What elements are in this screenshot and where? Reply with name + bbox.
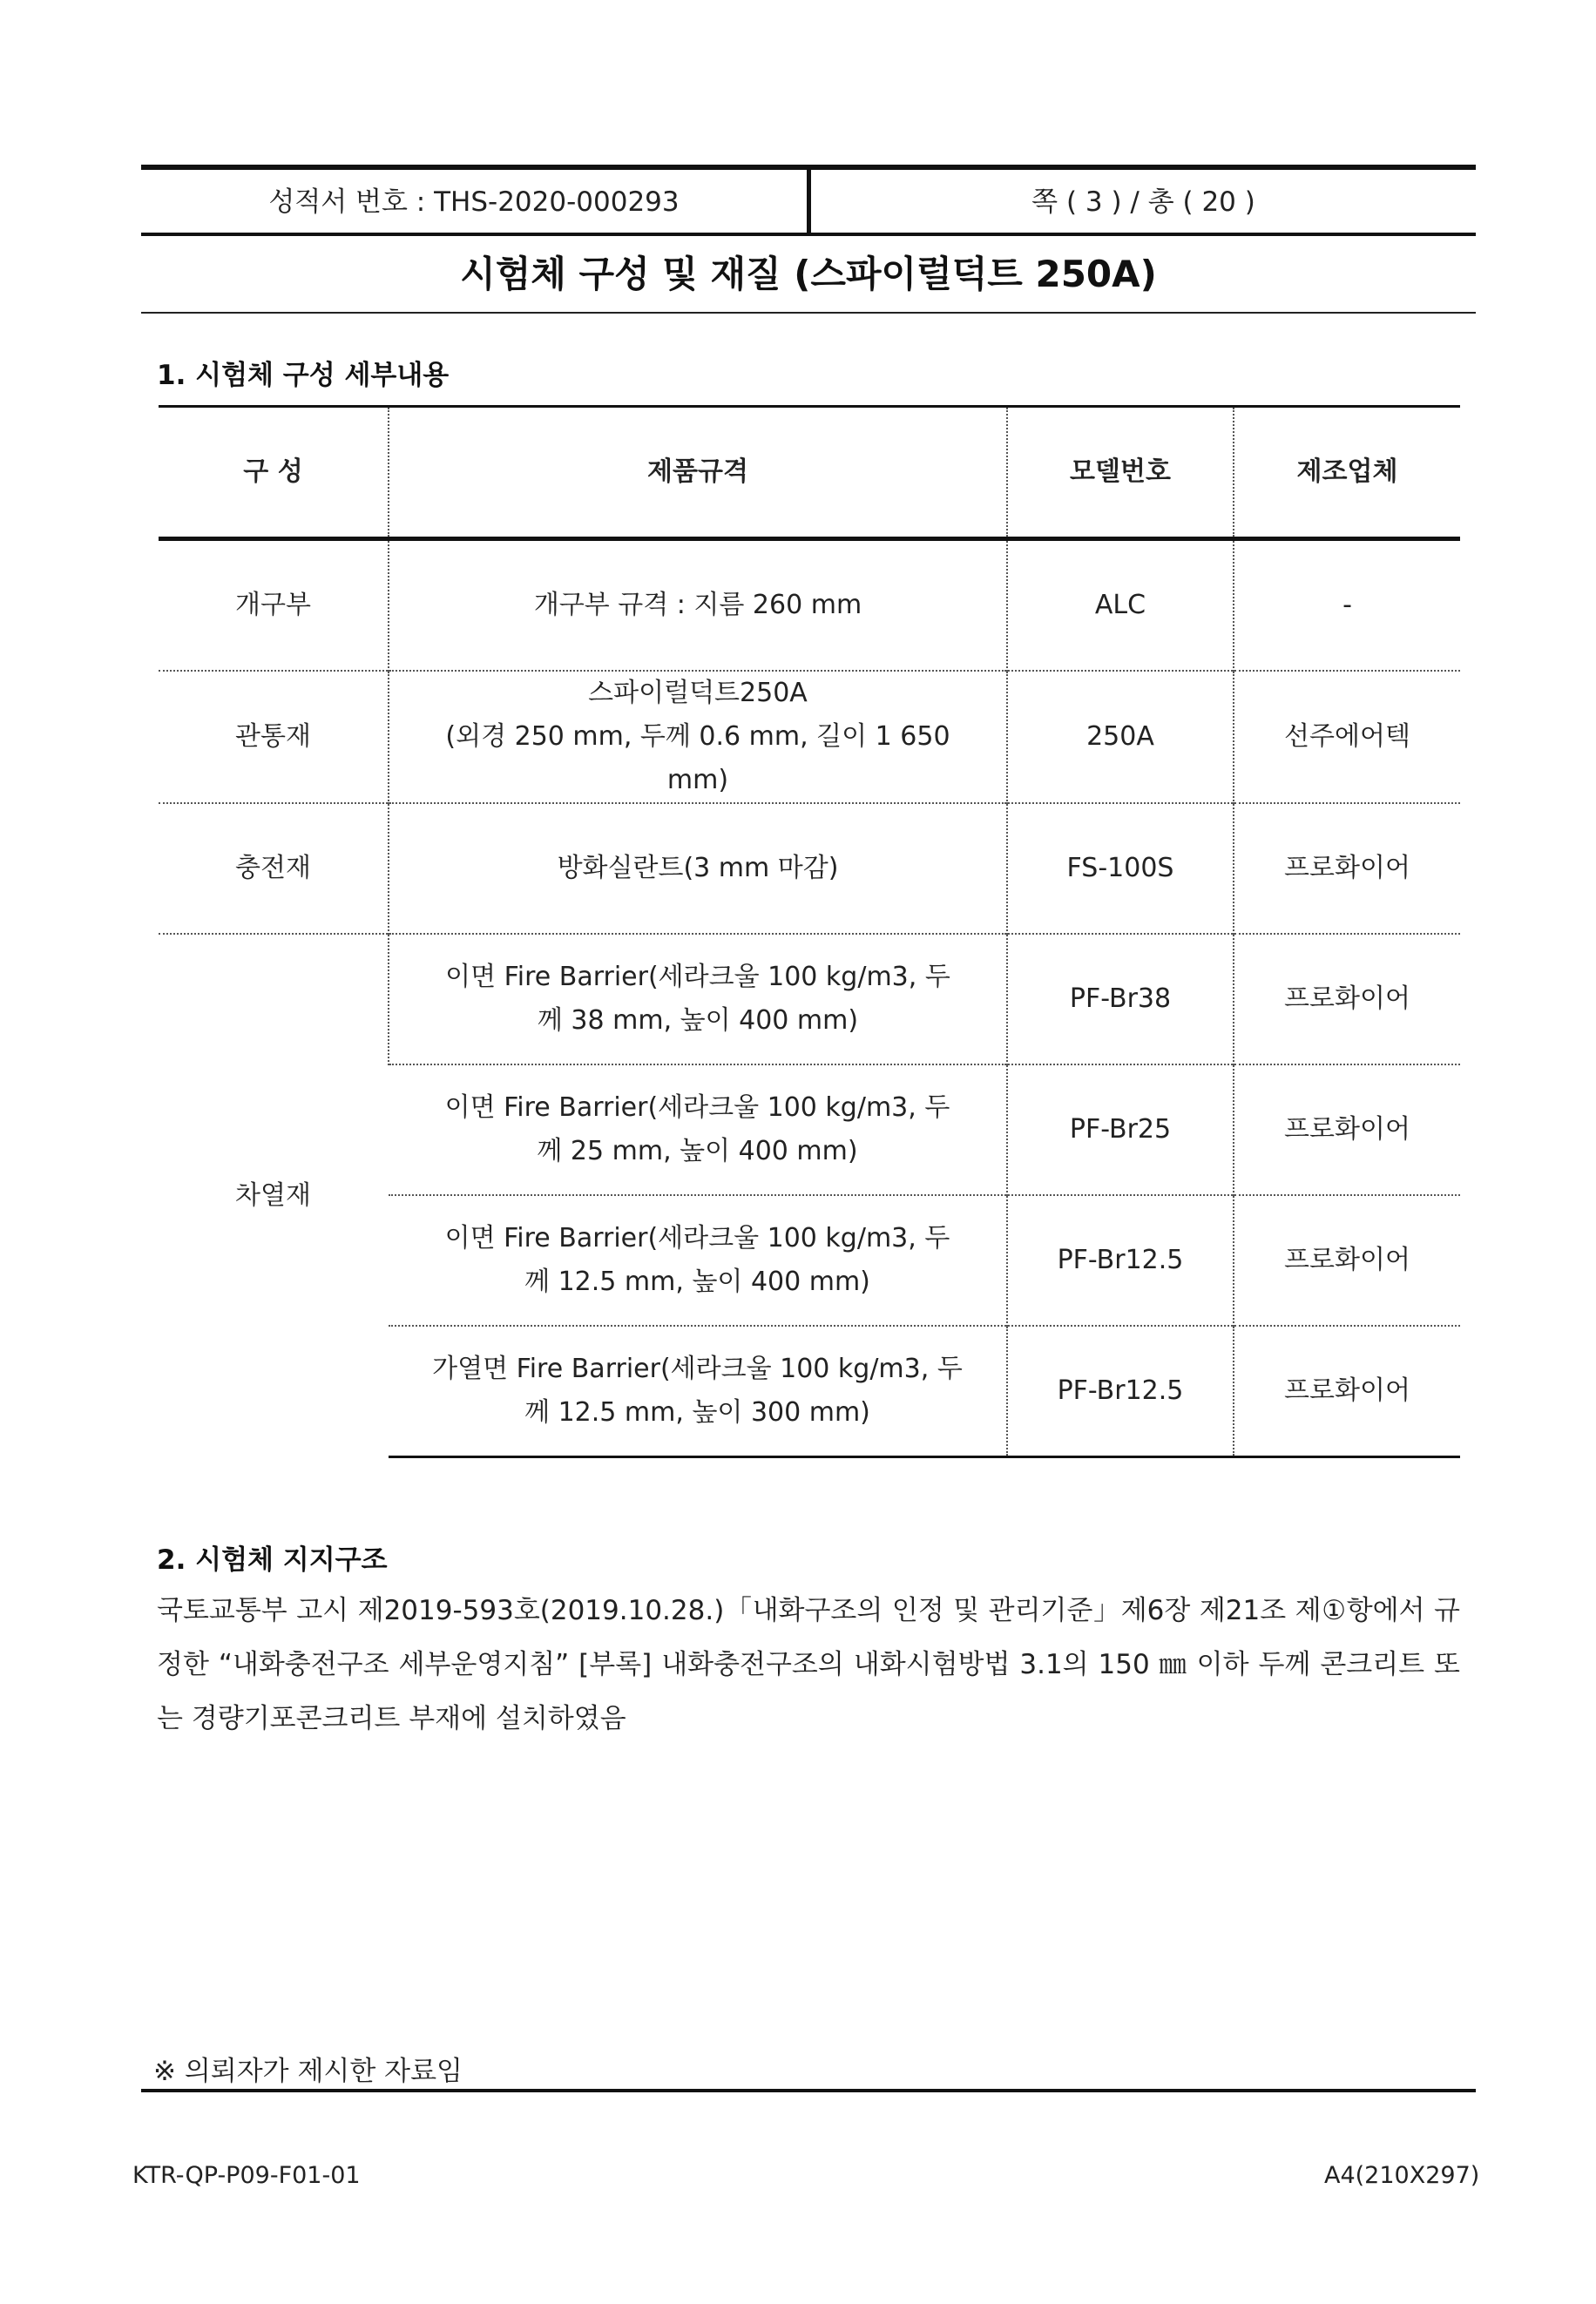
cell-spec: 방화실란트(3 mm 마감): [389, 803, 1007, 934]
header-spec: 제품규격: [389, 407, 1007, 539]
table-row: [159, 934, 1460, 1064]
report-number: 성적서 번호 : THS-2020-000293: [268, 186, 680, 218]
table-row: [159, 803, 1460, 934]
cell-component: 개구부: [235, 590, 311, 620]
cell-model: ALC: [1007, 539, 1234, 672]
cell-spec: 이면 Fire Barrier(세라크울 100 kg/m3, 두께 25 mm, 높이 400 mm): [389, 1064, 1007, 1195]
form-code: KTR-QP-P09-F01-01: [132, 2162, 361, 2189]
cell-model: PF-Br12.5: [1007, 1195, 1234, 1326]
cell-model: PF-Br12.5: [1007, 1326, 1234, 1457]
cell-component: 관통재: [159, 671, 389, 803]
cell-component: 충전재: [159, 803, 389, 934]
cell-model: PF-Br38: [1007, 934, 1234, 1064]
cell-maker: 선주에어텍: [1234, 671, 1460, 803]
cell-spec: 이면 Fire Barrier(세라크울 100 kg/m3, 두께 38 mm, 높이 400 mm): [389, 934, 1007, 1064]
table-row: [159, 539, 1460, 672]
cell-maker: -: [1234, 539, 1460, 672]
table-header-row: [159, 407, 1460, 539]
table-row: [159, 671, 1460, 803]
header-component: 구 성: [159, 407, 389, 539]
section1-title: 1. 시험체 구성 세부내용: [157, 360, 450, 391]
header-bottom-rule: [141, 312, 1476, 314]
cell-model: PF-Br25: [1007, 1064, 1234, 1195]
cell-maker: 프로화이어: [1234, 803, 1460, 934]
section2-title: 2. 시험체 지지구조: [157, 1544, 388, 1576]
cell-model: 250A: [1007, 671, 1234, 803]
header-maker: 제조업체: [1234, 407, 1460, 539]
header-middle-rule: [141, 233, 1476, 236]
cell-model: FS-100S: [1007, 803, 1234, 934]
header-model: 모델번호: [1007, 407, 1234, 539]
cell-spec: 개구부 규격 : 지름 260 mm: [389, 539, 1007, 672]
document-title: 시험체 구성 및 재질 (스파이럴덕트 250A): [460, 253, 1157, 295]
cell-maker: 프로화이어: [1234, 1195, 1460, 1326]
section2-body: 국토교통부 고시 제2019-593호(2019.10.28.)「내화구조의 인정 및 관리기준」제6장 제21조 제①항에서 규정한 “내화충전구조 세부운영지침” [부록] 내화충전구조의 내화시험방법 3.1의 150 ㎜ 이하 두께 콘크리트 또는 경량기포콘크리트 부재에 설치하였음: [157, 1595, 1460, 1734]
cell-spec: 가열면 Fire Barrier(세라크울 100 kg/m3, 두께 12.5 mm, 높이 300 mm): [389, 1326, 1007, 1457]
page-number: 쪽 ( 3 ) / 총 ( 20 ): [1031, 186, 1255, 218]
cell-component: 차열재: [159, 934, 389, 1457]
paper-size: A4(210X297): [1324, 2162, 1480, 2189]
cell-maker: 프로화이어: [1234, 934, 1460, 1064]
spec-table: [159, 405, 1460, 1458]
cell-spec: 스파이럴덕트250A (외경 250 mm, 두께 0.6 mm, 길이 1 650 mm): [389, 671, 1007, 803]
cell-maker: 프로화이어: [1234, 1326, 1460, 1457]
cell-maker: 프로화이어: [1234, 1064, 1460, 1195]
footer-rule: [141, 2089, 1476, 2092]
cell-spec: 이면 Fire Barrier(세라크울 100 kg/m3, 두께 12.5 mm, 높이 400 mm): [389, 1195, 1007, 1326]
footer-note: ※ 의뢰자가 제시한 자료임: [153, 2056, 463, 2087]
